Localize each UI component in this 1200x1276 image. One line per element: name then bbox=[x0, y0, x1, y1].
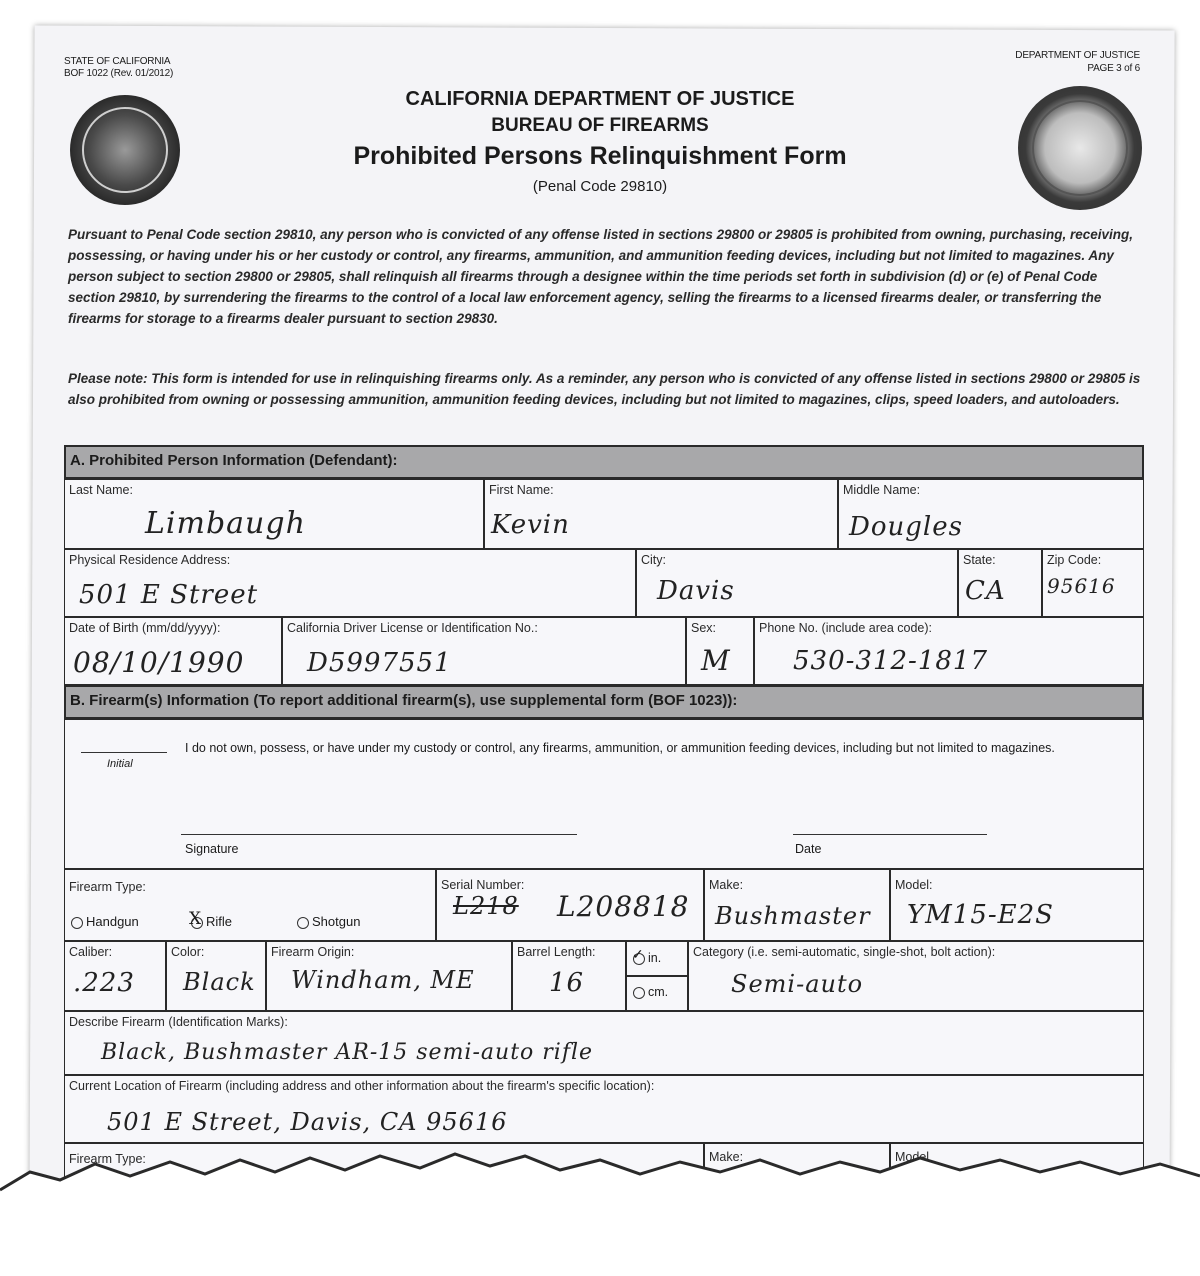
city-field[interactable]: City: Davis bbox=[636, 549, 958, 617]
phone-value: 530-312-1817 bbox=[793, 646, 988, 676]
address-field[interactable]: Physical Residence Address: 501 E Street bbox=[64, 549, 636, 617]
firearm-location-field[interactable]: Current Location of Firearm (including address and other information about the firearm's specific location): 501 E Street, Davis, CA 95616 bbox=[64, 1075, 1144, 1143]
describe-firearm-field[interactable]: Describe Firearm (Identification Marks): Black, Bushmaster AR-15 semi-auto rifle bbox=[64, 1011, 1144, 1075]
license-value: D5997551 bbox=[307, 648, 452, 678]
model-value: YM15-E2S bbox=[907, 900, 1054, 930]
page-number: PAGE 3 of 6 bbox=[1087, 63, 1140, 74]
category-field[interactable]: Category (i.e. semi-automatic, single-shot, bolt action): Semi-auto bbox=[688, 941, 1144, 1011]
city-value: Davis bbox=[657, 576, 735, 606]
sex-field[interactable]: Sex: M bbox=[686, 617, 754, 685]
section-a-header: A. Prohibited Person Information (Defendant): bbox=[64, 445, 1144, 479]
form-subtitle: (Penal Code 29810) bbox=[532, 178, 668, 195]
unit-inches-option[interactable]: ✓ in. bbox=[626, 941, 688, 976]
intro-paragraph: Pursuant to Penal Code section 29810, any person who is convicted of any offense listed in sections 29800 or 29805 is prohibited from owning, purchasing, receiving, possessing, or having under his or her custody or control, any firearms, ammunition, and ammunition feeding devices, including but not limited to magazines. Any person subject to section 29800 or 29805, shall relinquish all firearms through a designee within the time periods set forth in subdivision (d) or (e) of Penal Code section 29810, by surrendering the firearms to the control of a local law enforcement agency, selling the firearms to a licensed firearms dealer, or transferring the firearms for storage to a firearms dealer pursuant to section 29830. bbox=[68, 227, 1134, 326]
license-field[interactable]: California Driver License or Identification No.: D5997551 bbox=[282, 617, 686, 685]
firearm-type-field: Firearm Type: Handgun X Rifle Shotgun bbox=[64, 869, 436, 941]
dob-value: 08/10/1990 bbox=[73, 646, 245, 679]
title-line1: CALIFORNIA DEPARTMENT OF JUSTICE bbox=[405, 88, 795, 110]
state-label: STATE OF CALIFORNIA bbox=[64, 56, 171, 67]
form-number: BOF 1022 (Rev. 01/2012) bbox=[64, 68, 174, 79]
barrel-length-field[interactable]: Barrel Length: 16 bbox=[512, 941, 626, 1011]
next-firearm-type-field[interactable]: Firearm Type: bbox=[64, 1143, 704, 1183]
note-paragraph: Please note: This form is intended for use in relinquishing firearms only. As a reminder, any person who is convicted of any offense listed in sections 29800 or 29805 is also prohibited from owning or possessing ammunition, ammunition feeding devices, including but not limited to magazines, clips, speed loaders, and autoloaders. bbox=[68, 371, 1141, 407]
color-field[interactable]: Color: Black bbox=[166, 941, 266, 1011]
last-name-value: Limbaugh bbox=[145, 506, 306, 541]
last-name-field[interactable]: Last Name: Limbaugh bbox=[64, 479, 484, 549]
origin-field[interactable]: Firearm Origin: Windham, ME bbox=[266, 941, 512, 1011]
radio-rifle[interactable]: X Rifle bbox=[189, 908, 233, 929]
department-label: DEPARTMENT OF JUSTICE bbox=[1015, 50, 1140, 61]
title-line2: BUREAU OF FIREARMS bbox=[491, 115, 709, 136]
make-field[interactable]: Make: Bushmaster bbox=[704, 869, 890, 941]
state-value: CA bbox=[965, 576, 1006, 606]
middle-name-field[interactable]: Middle Name: Dougles bbox=[838, 479, 1144, 549]
unit-cm-option[interactable]: cm. bbox=[626, 976, 688, 1011]
caliber-field[interactable]: Caliber: .223 bbox=[64, 941, 166, 1011]
signature-label: Signature bbox=[185, 842, 239, 856]
no-firearms-declaration bbox=[64, 719, 1144, 869]
first-name-value: Kevin bbox=[491, 510, 570, 540]
torn-edge bbox=[0, 1150, 1200, 1276]
middle-name-value: Dougles bbox=[849, 512, 963, 542]
sex-value: M bbox=[701, 644, 731, 677]
form-title: Prohibited Persons Relinquishment Form bbox=[353, 142, 847, 170]
initial-line[interactable] bbox=[81, 752, 167, 753]
signature-line[interactable] bbox=[181, 834, 577, 835]
zip-value: 95616 bbox=[1047, 574, 1116, 598]
address-value: 501 E Street bbox=[79, 580, 259, 610]
serial-value: L208818 bbox=[557, 890, 690, 923]
location-value: 501 E Street, Davis, CA 95616 bbox=[107, 1108, 508, 1136]
serial-number-field[interactable]: Serial Number: L218 L208818 bbox=[436, 869, 704, 941]
color-value: Black bbox=[183, 968, 256, 996]
barrel-length-value: 16 bbox=[549, 968, 585, 998]
state-field[interactable]: State: CA bbox=[958, 549, 1042, 617]
date-label: Date bbox=[795, 842, 822, 856]
serial-struck-value: L218 bbox=[453, 892, 519, 920]
radio-handgun[interactable]: Handgun bbox=[71, 914, 139, 929]
initial-label: Initial bbox=[107, 758, 133, 770]
make-value: Bushmaster bbox=[715, 902, 871, 930]
date-line[interactable] bbox=[793, 834, 987, 835]
first-name-field[interactable]: First Name: Kevin bbox=[484, 479, 838, 549]
next-make-field[interactable]: Make: bbox=[704, 1143, 890, 1183]
caliber-value: .223 bbox=[73, 968, 135, 998]
declaration-text: I do not own, possess, or have under my custody or control, any firearms, ammunition, or ammunition feeding devices, including but not limited to magazines. bbox=[185, 741, 1055, 755]
describe-value: Black, Bushmaster AR-15 semi-auto rifle bbox=[101, 1040, 594, 1065]
section-b-header: B. Firearm(s) Information (To report additional firearm(s), use supplemental form (BOF 1023)): bbox=[64, 685, 1144, 719]
next-model-field[interactable]: Model bbox=[890, 1143, 1144, 1183]
phone-field[interactable]: Phone No. (include area code): 530-312-1817 bbox=[754, 617, 1144, 685]
category-value: Semi-auto bbox=[731, 970, 864, 998]
radio-shotgun[interactable]: Shotgun bbox=[297, 914, 360, 929]
origin-value: Windham, ME bbox=[291, 966, 475, 994]
zip-field[interactable]: Zip Code: 95616 bbox=[1042, 549, 1144, 617]
model-field[interactable]: Model: YM15-E2S bbox=[890, 869, 1144, 941]
dob-field[interactable]: Date of Birth (mm/dd/yyyy): 08/10/1990 bbox=[64, 617, 282, 685]
